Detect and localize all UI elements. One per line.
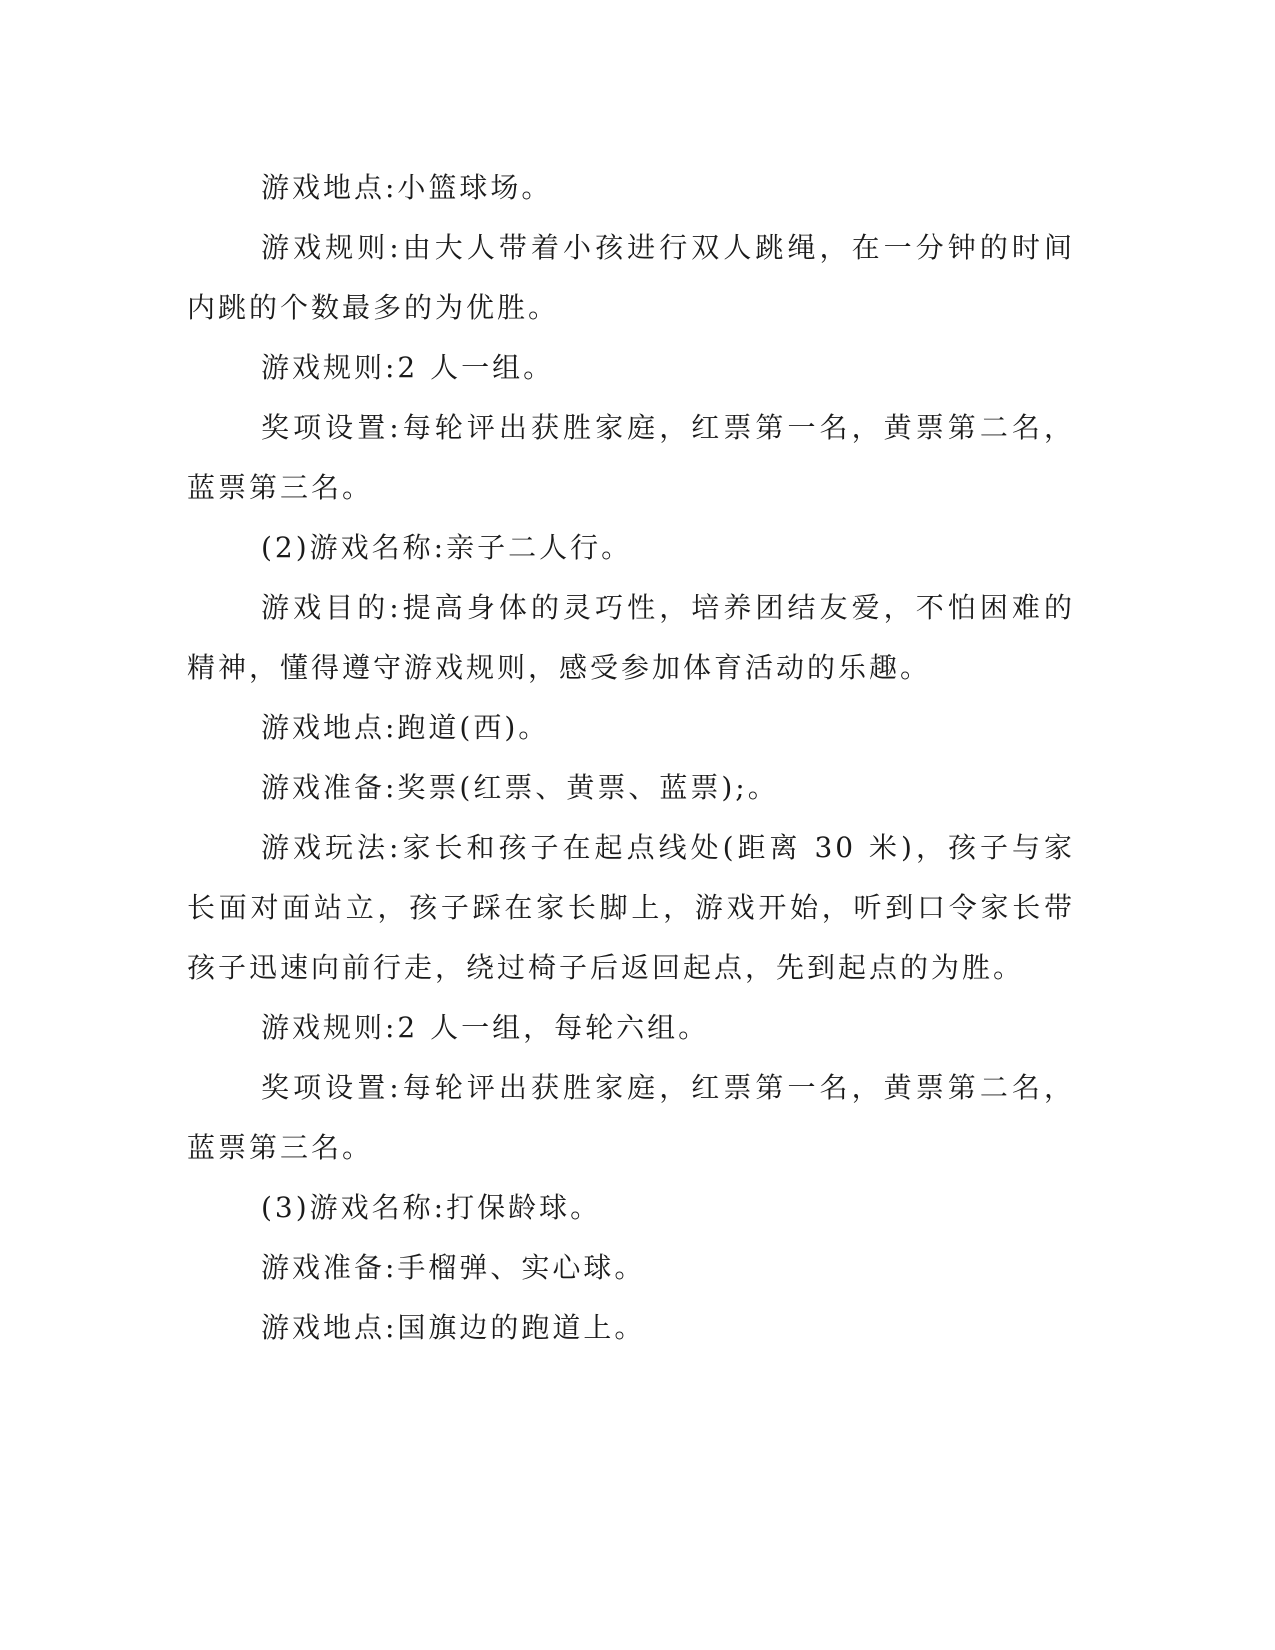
- paragraph: 游戏规则:2 人一组，每轮六组。: [261, 1011, 710, 1044]
- paragraph: 游戏准备:奖票(红票、黄票、蓝票);。: [261, 771, 779, 804]
- paragraph: (2)游戏名称:亲子二人行。: [261, 531, 633, 564]
- paragraph: 游戏准备:手榴弹、实心球。: [261, 1251, 646, 1284]
- paragraph: 奖项设置:每轮评出获胜家庭，红票第一名，黄票第二名，蓝票第三名。: [187, 411, 1075, 504]
- paragraph: 游戏地点:小篮球场。: [261, 171, 553, 204]
- paragraph: (3)游戏名称:打保龄球。: [261, 1191, 602, 1224]
- paragraph: 奖项设置:每轮评出获胜家庭，红票第一名，黄票第二名，蓝票第三名。: [187, 1071, 1075, 1164]
- paragraph: 游戏规则:2 人一组。: [261, 351, 555, 384]
- paragraph: 游戏地点:国旗边的跑道上。: [261, 1311, 646, 1344]
- paragraph: 游戏地点:跑道(西)。: [261, 711, 550, 744]
- document-body: [187, 158, 1075, 1358]
- paragraph: 游戏目的:提高身体的灵巧性，培养团结友爱，不怕困难的精神，懂得遵守游戏规则，感受参加体育活动的乐趣。: [187, 591, 1075, 684]
- paragraph: 游戏玩法:家长和孩子在起点线处(距离 30 米)，孩子与家长面对面站立，孩子踩在家长脚上，游戏开始，听到口令家长带孩子迅速向前行走，绕过椅子后返回起点，先到起点的为胜。: [187, 831, 1075, 984]
- paragraph: 游戏规则:由大人带着小孩进行双人跳绳，在一分钟的时间内跳的个数最多的为优胜。: [187, 231, 1075, 324]
